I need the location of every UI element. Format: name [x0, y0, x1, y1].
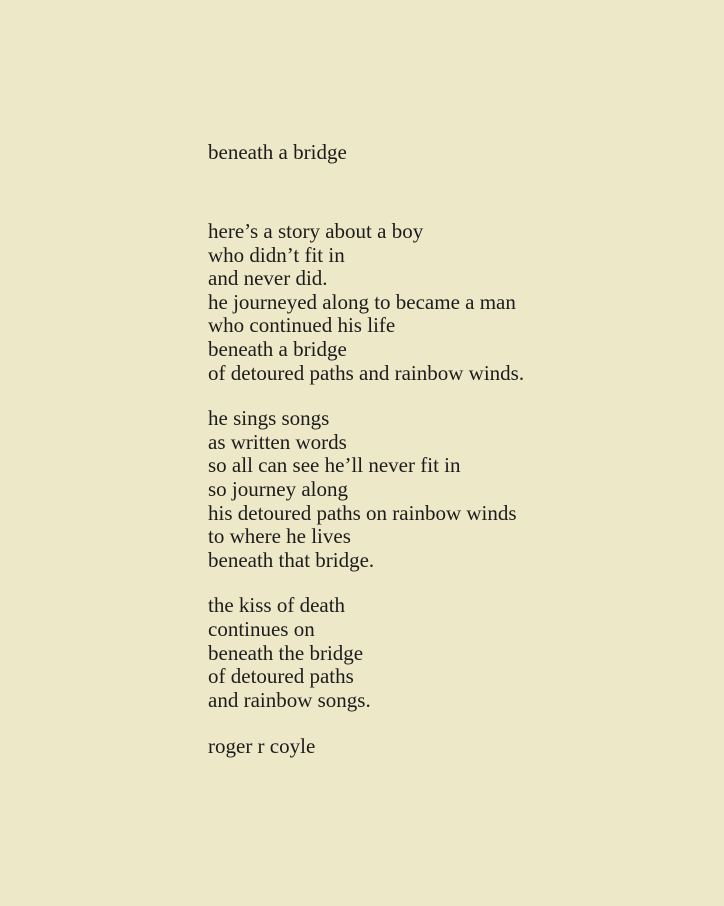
poem-line: who didn’t fit in — [208, 242, 345, 267]
stanza-1 — [208, 220, 688, 385]
poem-line: beneath that bridge. — [208, 547, 375, 572]
poem-line: of detoured paths and rainbow winds. — [208, 360, 525, 385]
poem-line: as written words — [208, 429, 347, 454]
poem-line: and rainbow songs. — [208, 687, 371, 712]
poem-line: so journey along — [208, 476, 348, 501]
poem-line: who continued his life — [208, 313, 396, 338]
poem-line: his detoured paths on rainbow winds — [208, 500, 517, 525]
poem-line: he journeyed along to became a man — [208, 289, 516, 314]
poem-line: he sings songs — [208, 406, 330, 431]
poem-line: continues on — [208, 616, 315, 641]
poem-line: and never did. — [208, 266, 328, 291]
poem-line: of detoured paths — [208, 664, 354, 689]
poem-title: beneath a bridge — [208, 140, 347, 164]
stanza-2 — [208, 407, 688, 572]
poem-line: the kiss of death — [208, 593, 346, 618]
poem-line: beneath the bridge — [208, 640, 364, 665]
poem-line: so all can see he’ll never fit in — [208, 453, 461, 478]
poem — [208, 140, 688, 758]
poem-author: roger r coyle — [208, 734, 316, 759]
poem-line: beneath a bridge — [208, 336, 347, 361]
poem-line: here’s a story about a boy — [208, 219, 424, 243]
stanza-3 — [208, 594, 688, 712]
poem-line: to where he lives — [208, 524, 351, 549]
